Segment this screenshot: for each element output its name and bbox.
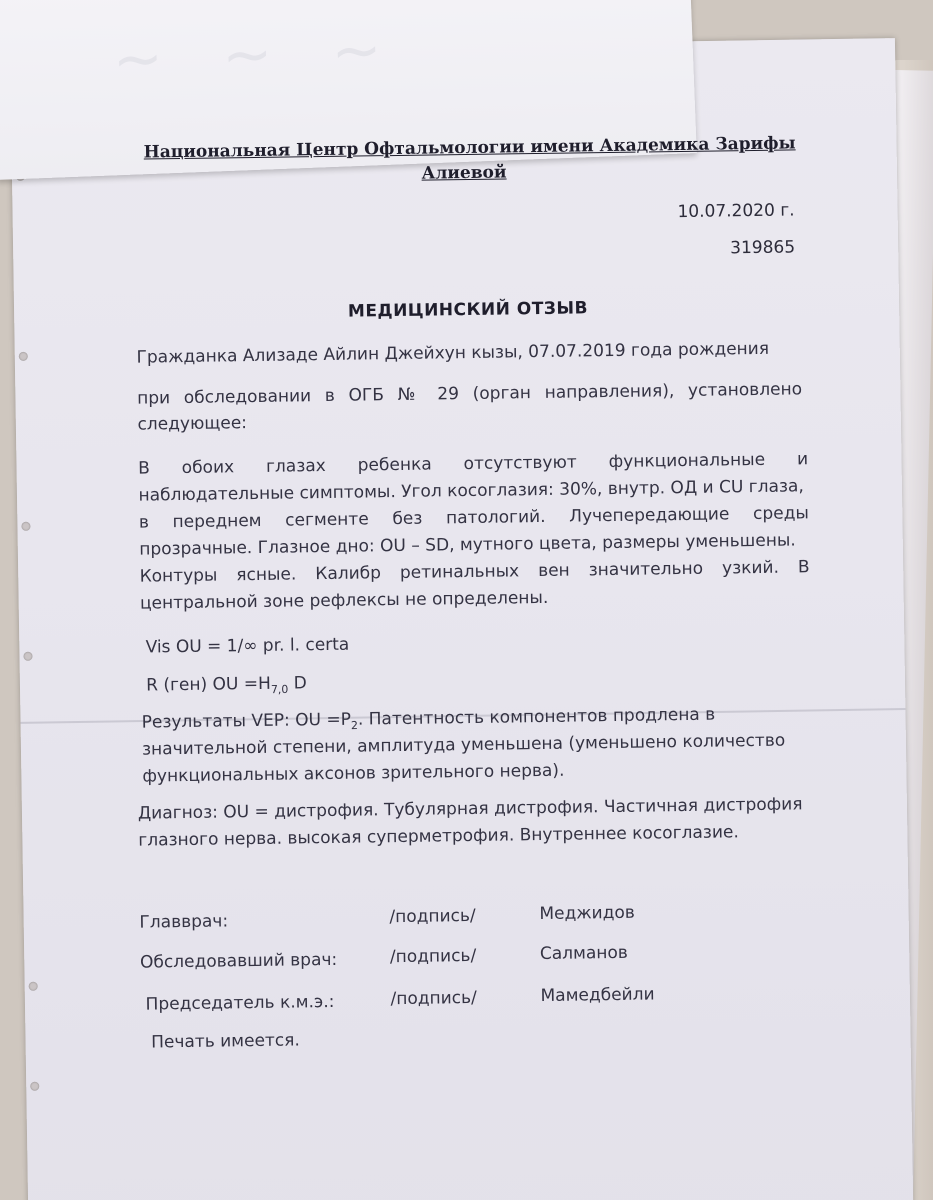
- findings-line-6: центральной зоне рефлексы не определены.: [139, 587, 549, 614]
- header-line-2: Алиевой: [421, 162, 507, 184]
- intro-line-1: Гражданка Ализаде Айлин Джейхун кызы, 07.07.2019 года рождения: [136, 338, 770, 368]
- signature-role-examiner: Обследовавший врач:: [139, 949, 338, 973]
- document-date: 10.07.2020 г.: [677, 200, 795, 223]
- signature-name-examiner: Салманов: [539, 942, 629, 965]
- overlapping-paper-marks: ~ ~ ~: [111, 14, 403, 96]
- intro-line-2: при обследовании в ОГБ № 29 (орган направления), установлено: [137, 379, 803, 409]
- diagnosis-line-2: глазного нерва. высокая суперметрофия. Внутреннее косоглазие.: [138, 822, 739, 851]
- document-title: МЕДИЦИНСКИЙ ОТЗЫВ: [347, 298, 589, 322]
- findings-line-1: В обоих глазах ребенка отсутствуют функциональные и: [137, 449, 809, 479]
- intro-line-3: следующее:: [137, 413, 248, 435]
- vep-sub: 2: [350, 718, 359, 733]
- diagnosis-line-1: Диагноз: OU = дистрофия. Тубулярная дистрофия. Частичная дистрофия: [137, 794, 803, 824]
- vep-prefix: Результаты VEP: OU =P: [141, 709, 352, 733]
- signature-role-chief: Главврач:: [139, 911, 229, 933]
- signature-name-chair: Мамедбейли: [540, 984, 655, 1007]
- refraction-suffix: D: [288, 673, 307, 694]
- visual-acuity: Vis OU = 1/∞ pr. l. certa: [145, 634, 350, 658]
- signature-name-chief: Меджидов: [539, 902, 635, 925]
- signature-role-chair: Председатель к.м.э.:: [145, 991, 335, 1015]
- vep-line-3: функциональных аксонов зрительного нерва).: [142, 760, 565, 787]
- vep-line-2: значительной степени, амплитуда уменьшена (уменьшено количество: [141, 730, 786, 760]
- refraction-sub: 7,0: [270, 682, 289, 697]
- vep-suffix: . Патентность компонентов продлена в: [357, 704, 716, 730]
- header-line-1: Национальная Центр Офтальмологии имени Академика Зарифы: [143, 133, 796, 163]
- signature-mark-examiner: /подпись/: [389, 945, 477, 968]
- stamp-note: Печать имеется.: [151, 1030, 300, 1053]
- findings-line-4: прозрачные. Глазное дно: OU – SD, мутного цвета, размеры уменьшены.: [139, 530, 796, 560]
- signature-mark-chief: /подпись/: [389, 905, 476, 928]
- refraction-prefix: R (ген) OU =H: [146, 673, 271, 696]
- findings-line-3: в переднем сегменте без патологий. Лучепередающие среды: [138, 503, 809, 533]
- findings-line-5: Контуры ясные. Калибр ретинальных вен значительно узкий. В: [139, 557, 810, 587]
- findings-line-2: наблюдательные симптомы. Угол косоглазия: 30%, внутр. ОД и CU глаза,: [138, 476, 804, 506]
- refraction: [146, 670, 307, 705]
- signature-mark-chair: /подпись/: [390, 987, 477, 1010]
- document-number: 319865: [730, 237, 796, 259]
